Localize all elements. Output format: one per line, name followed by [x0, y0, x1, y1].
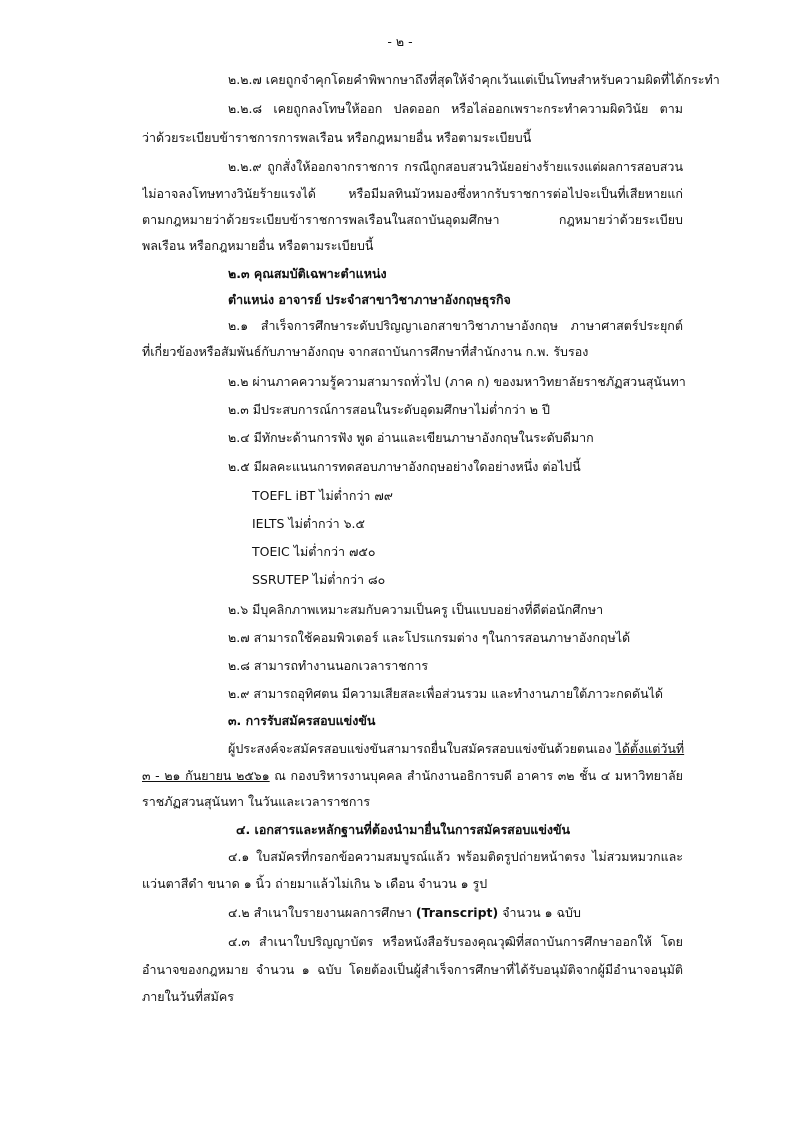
document-1-cont: แว่นตาสีดำ ขนาด ๑ นิ้ว ถ่ายมาแล้วไม่เกิน ๖ เดือน จำนวน ๑ รูป	[142, 876, 488, 891]
qualification-5: ๒.๕ มีผลคะแนนการทดสอบภาษาอังกฤษอย่างใดอย่างหนึ่ง ต่อไปนี้	[228, 459, 581, 474]
clause-2-2-7: ๒.๒.๗ เคยถูกจำคุกโดยคำพิพากษาถึงที่สุดให้จำคุกเว้นแต่เป็นโทษสำหรับความผิดที่ได้กระทำ	[228, 72, 720, 87]
section-heading-2-3: ๒.๓ คุณสมบัติเฉพาะตำแหน่ง	[228, 266, 387, 281]
application-line-3: ราชภัฏสวนสุนันทา ในวันและเวลาราชการ	[142, 794, 371, 809]
document-3-cont: ภายในวันที่สมัคร	[142, 989, 234, 1004]
clause-2-2-8: ๒.๒.๘ เคยถูกลงโทษให้ออก ปลดออก หรือไล่ออกเพราะกระทำความผิดวินัย ตาม	[228, 101, 683, 116]
qualification-2: ๒.๒ ผ่านภาคความรู้ความสามารถทั่วไป (ภาค ก) ของมหาวิทยาลัยราชภัฏสวนสุนันทา	[228, 374, 686, 389]
document-1: ๔.๑ ใบสมัครที่กรอกข้อความสมบูรณ์แล้ว พร้อมติดรูปถ่ายหน้าตรง ไม่สวมหมวกและ	[228, 849, 683, 864]
qualification-1: ๒.๑ สำเร็จการศึกษาระดับปริญญาเอกสาขาวิชาภาษาอังกฤษ ภาษาศาสตร์ประยุกต์	[228, 318, 683, 333]
application-line-2	[142, 767, 683, 785]
position-title: ตำแหน่ง อาจารย์ ประจำสาขาวิชาภาษาอังกฤษธุรกิจ	[228, 292, 511, 307]
qualification-7: ๒.๗ สามารถใช้คอมพิวเตอร์ และโปรแกรมต่าง ๆในการสอนภาษาอังกฤษได้	[228, 630, 631, 645]
application-text: ผู้ประสงค์จะสมัครสอบแข่งขันสามารถยื่นใบสมัครสอบแข่งขันด้วยตนเอง	[228, 741, 612, 756]
qualification-3: ๒.๓ มีประสบการณ์การสอนในระดับอุดมศึกษาไม่ต่ำกว่า ๒ ปี	[228, 402, 550, 417]
document-2-text: ๔.๒ สำเนาใบรายงานผลการศึกษา	[228, 905, 416, 920]
qualification-8: ๒.๘ สามารถทำงานนอกเวลาราชการ	[228, 658, 429, 673]
section-heading-3: ๓. การรับสมัครสอบแข่งขัน	[228, 713, 376, 728]
qualification-1-cont: ที่เกี่ยวข้องหรือสัมพันธ์กับภาษาอังกฤษ จากสถาบันการศึกษาที่สำนักงาน ก.พ. รับรอง	[142, 344, 589, 359]
application-date-range: ๓ - ๒๑ กันยายน ๒๕๖๑	[142, 768, 270, 783]
application-location: ณ กองบริหารงานบุคคล สำนักงานอธิการบดี อาคาร ๓๒ ชั้น ๔ มหาวิทยาลัย	[269, 768, 683, 783]
transcript-label: (Transcript)	[415, 905, 499, 920]
application-line-1	[228, 740, 684, 758]
qualification-6: ๒.๖ มีบุคลิกภาพเหมาะสมกับความเป็นครู เป็นแบบอย่างที่ดีต่อนักศึกษา	[228, 602, 604, 617]
qualification-4: ๒.๔ มีทักษะด้านการฟัง พูด อ่านและเขียนภาษาอังกฤษในระดับดีมาก	[228, 430, 594, 445]
test-score-toefl: TOEFL iBT ไม่ต่ำกว่า ๗๙	[252, 488, 393, 503]
page-number: - ๒ -	[387, 34, 413, 49]
test-score-toeic: TOEIC ไม่ต่ำกว่า ๗๕๐	[252, 544, 376, 559]
section-heading-4: ๔. เอกสารและหลักฐานที่ต้องนำมายื่นในการสมัครสอบแข่งขัน	[236, 822, 571, 837]
test-score-ssrutep: SSRUTEP ไม่ต่ำกว่า ๘๐	[252, 572, 386, 587]
clause-2-2-9-cont: ตามกฎหมายว่าด้วยระเบียบข้าราชการพลเรือนในสถาบันอุดมศึกษา กฎหมายว่าด้วยระเบียบ	[142, 212, 683, 227]
clause-2-2-8-cont: ว่าด้วยระเบียบข้าราชการการพลเรือน หรือกฎหมายอื่น หรือตามระเบียบนี้	[142, 130, 532, 145]
document-3-cont: อำนาจของกฎหมาย จำนวน ๑ ฉบับ โดยต้องเป็นผู้สำเร็จการศึกษาที่ได้รับอนุมัติจากผู้มีอำนาจอนุมัติ	[142, 962, 683, 977]
clause-2-2-9: ๒.๒.๙ ถูกสั่งให้ออกจากราชการ กรณีถูกสอบสวนวินัยอย่างร้ายแรงแต่ผลการสอบสวน	[228, 159, 683, 174]
qualification-9: ๒.๙ สามารถอุทิศตน มีความเสียสละเพื่อส่วนรวม และทำงานภายใต้ภาวะกดดันได้	[228, 686, 664, 701]
test-score-ielts: IELTS ไม่ต่ำกว่า ๖.๕	[252, 516, 365, 531]
document-2	[228, 904, 581, 922]
clause-2-2-9-cont: ไม่อาจลงโทษทางวินัยร้ายแรงได้ หรือมีมลทินมัวหมองซึ่งหากรับราชการต่อไปจะเป็นที่เสียหายแก่	[142, 186, 683, 201]
document-3: ๔.๓ สำเนาใบปริญญาบัตร หรือหนังสือรับรองคุณวุฒิที่สถาบันการศึกษาออกให้ โดย	[228, 934, 683, 949]
application-date-start: ได้ตั้งแต่วันที่	[615, 741, 685, 756]
document-2-count: จำนวน ๑ ฉบับ	[498, 905, 581, 920]
clause-2-2-9-cont: พลเรือน หรือกฎหมายอื่น หรือตามระเบียบนี้	[142, 238, 374, 253]
